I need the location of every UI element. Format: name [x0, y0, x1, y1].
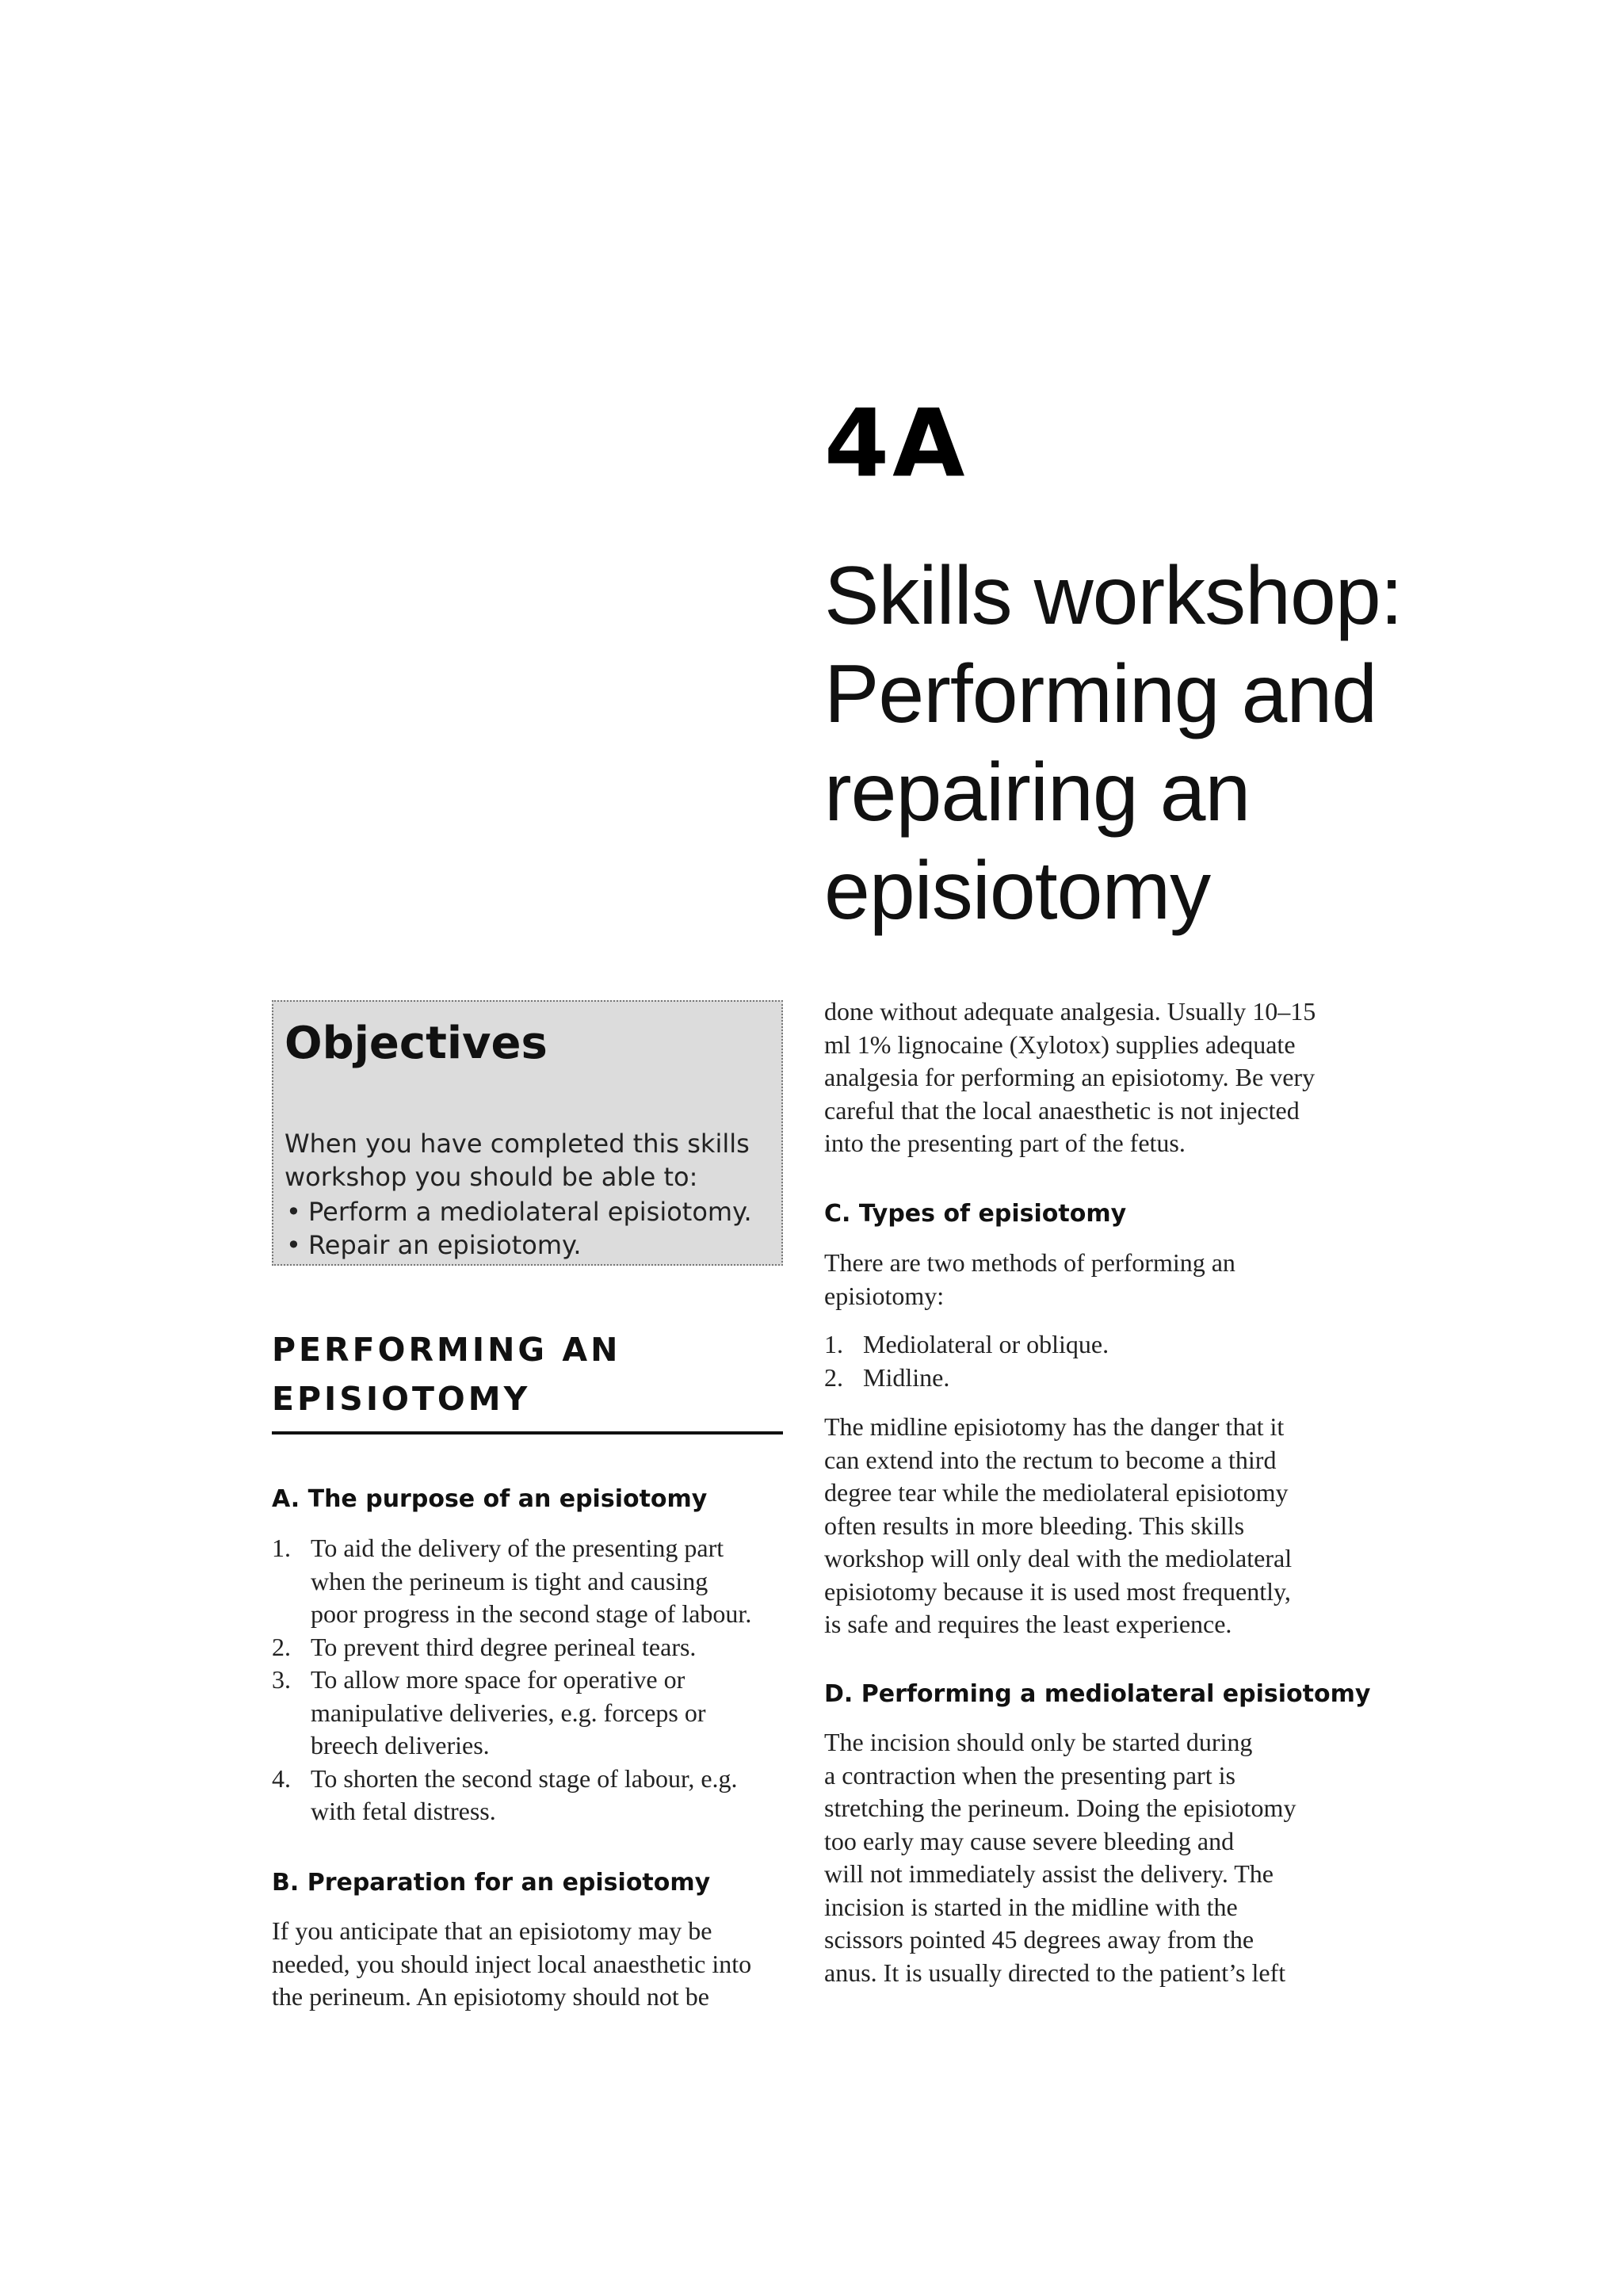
types-item	[824, 1362, 1347, 1395]
performing-paragraph	[824, 1726, 1296, 1989]
text-line: will not immediately assist the delivery. The	[824, 1859, 1274, 1888]
purpose-item	[272, 1631, 795, 1664]
text-line: anus. It is usually directed to the patient’s left	[824, 1958, 1286, 1987]
objectives-list	[285, 1195, 781, 1262]
purpose-item-line: with fetal distress.	[311, 1797, 496, 1825]
types-list	[824, 1328, 1347, 1394]
types-item-number: 2.	[824, 1362, 843, 1392]
text-line: degree tear while the mediolateral episiotomy	[824, 1478, 1289, 1507]
text-line: can extend into the rectum to become a third	[824, 1445, 1277, 1474]
preparation-paragraph	[272, 1915, 751, 2014]
objectives-intro	[285, 1127, 781, 1194]
objectives-item: • Perform a mediolateral episiotomy.	[285, 1195, 781, 1228]
section-heading	[272, 1325, 783, 1435]
text-line: is safe and requires the least experience.	[824, 1610, 1232, 1638]
text-line: incision is started in the midline with the	[824, 1892, 1238, 1921]
purpose-item-number: 3.	[272, 1665, 291, 1694]
text-line: If you anticipate that an episiotomy may be	[272, 1916, 712, 1945]
text-line: ml 1% lignocaine (Xylotox) supplies adequate	[824, 1030, 1296, 1059]
section-heading-line: PERFORMING AN	[272, 1331, 621, 1369]
text-line: done without adequate analgesia. Usually 10–15	[824, 997, 1316, 1026]
types-heading: C. Types of episiotomy	[824, 1200, 1127, 1228]
text-line: into the presenting part of the fetus.	[824, 1129, 1186, 1157]
text-line: too early may cause severe bleeding and	[824, 1826, 1235, 1855]
purpose-item	[272, 1664, 795, 1763]
text-line: workshop will only deal with the mediolateral	[824, 1544, 1293, 1572]
purpose-item-line: To allow more space for operative or	[311, 1665, 685, 1694]
performing-heading: D. Performing a mediolateral episiotomy	[824, 1680, 1371, 1708]
purpose-item-line: breech deliveries.	[311, 1731, 490, 1759]
text-line: analgesia for performing an episiotomy. Be very	[824, 1063, 1316, 1091]
objectives-heading: Objectives	[285, 1018, 548, 1069]
purpose-item	[272, 1532, 795, 1631]
text-line: episiotomy:	[824, 1281, 945, 1310]
text-line: scissors pointed 45 degrees away from the	[824, 1925, 1254, 1954]
types-intro	[824, 1247, 1235, 1312]
text-line: needed, you should inject local anaesthetic into	[272, 1949, 752, 1978]
purpose-item-number: 4.	[272, 1763, 291, 1793]
chapter-title	[824, 547, 1537, 940]
purpose-item-line: To shorten the second stage of labour, e.g.	[311, 1763, 738, 1793]
chapter-number: 4A	[824, 388, 968, 498]
purpose-item-number: 1.	[272, 1534, 291, 1562]
text-line: episiotomy because it is used most frequently,	[824, 1576, 1291, 1606]
purpose-item-line: poor progress in the second stage of labour.	[311, 1599, 752, 1628]
purpose-item-line: manipulative deliveries, e.g. forceps or	[311, 1698, 706, 1727]
chapter-title-line: repairing an	[824, 747, 1251, 839]
types-item-number: 1.	[824, 1330, 843, 1358]
text-line: stretching the perineum. Doing the episiotomy	[824, 1794, 1296, 1822]
text-line: There are two methods of performing an	[824, 1248, 1235, 1277]
objectives-box	[272, 1000, 783, 1266]
preparation-continued-paragraph	[824, 995, 1316, 1160]
purpose-item-line: To aid the delivery of the presenting part	[311, 1534, 724, 1562]
purpose-list	[272, 1532, 795, 1828]
types-item	[824, 1328, 1347, 1362]
types-paragraph	[824, 1411, 1292, 1641]
types-item-line: Mediolateral or oblique.	[863, 1330, 1109, 1358]
text-line: The incision should only be started during	[824, 1728, 1253, 1756]
purpose-item-line: when the perineum is tight and causing	[311, 1566, 708, 1595]
objectives-intro-line: When you have completed this skills	[285, 1129, 750, 1159]
chapter-title-line: Skills workshop:	[824, 550, 1403, 642]
objectives-item: • Repair an episiotomy.	[285, 1228, 781, 1262]
chapter-title-line: Performing and	[824, 648, 1377, 740]
text-line: The midline episiotomy has the danger that it	[824, 1412, 1285, 1441]
purpose-item-line: To prevent third degree perineal tears.	[311, 1632, 697, 1661]
types-item-line: Midline.	[863, 1362, 950, 1392]
text-line: careful that the local anaesthetic is not injected	[824, 1095, 1300, 1125]
objectives-intro-line: workshop you should be able to:	[285, 1162, 698, 1192]
section-heading-line: EPISIOTOMY	[272, 1380, 531, 1418]
text-line: a contraction when the presenting part is	[824, 1760, 1235, 1790]
text-line: the perineum. An episiotomy should not be	[272, 1982, 709, 2011]
chapter-title-line: episiotomy	[824, 845, 1211, 937]
purpose-item	[272, 1763, 795, 1828]
purpose-heading: A. The purpose of an episiotomy	[272, 1485, 708, 1513]
text-line: often results in more bleeding. This skills	[824, 1511, 1245, 1540]
purpose-item-number: 2.	[272, 1632, 291, 1661]
preparation-heading: B. Preparation for an episiotomy	[272, 1869, 711, 1897]
